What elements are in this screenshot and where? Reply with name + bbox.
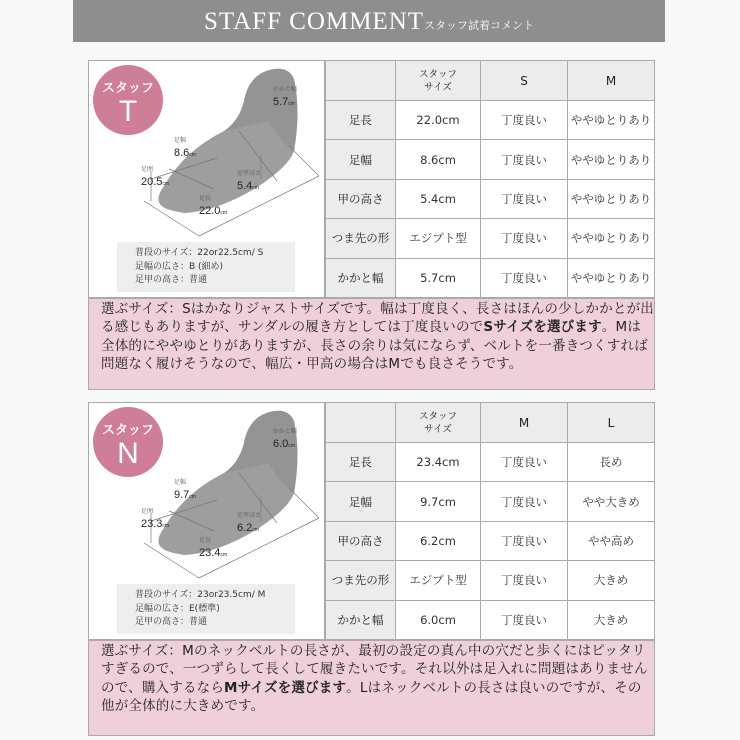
table-cell: エジプト型 [396, 219, 481, 258]
staff-comment-header [73, 0, 665, 42]
foot-width-label: 足幅 8.6cm [174, 138, 196, 159]
foot-length-label: 足長 22.0cm [199, 196, 228, 217]
foot-instep-label: 足甲高さ 6.2cm [237, 513, 262, 534]
table-cell: 足幅 [326, 140, 396, 179]
table-cell: 甲の高さ [326, 179, 396, 218]
table-cell: ややゆとりあり [568, 179, 655, 218]
table-header-cell [326, 61, 396, 101]
staff-comment-box [88, 640, 655, 736]
table-cell: 22.0cm [396, 101, 481, 140]
table-cell: 5.4cm [396, 179, 481, 218]
table-cell: 丁度良い [481, 258, 568, 297]
table-row [326, 219, 655, 258]
table-cell: 甲の高さ [326, 521, 396, 560]
table-cell: 丁度良い [481, 179, 568, 218]
foot-image-panel [88, 402, 325, 640]
table-row [326, 101, 655, 140]
info-line: 足幅の広さ：B (細め) [135, 261, 224, 272]
table-cell: 23.4cm [396, 443, 481, 482]
table-cell: 長め [568, 443, 655, 482]
staff-comment-box [88, 298, 655, 390]
table-cell: エジプト型 [396, 561, 481, 600]
table-cell: 大きめ [568, 561, 655, 600]
table-cell: かかと幅 [326, 600, 396, 639]
table-header-row [326, 403, 655, 443]
table-row [326, 258, 655, 297]
table-header-cell [326, 403, 396, 443]
table-row [326, 443, 655, 482]
comment-text: 。Mは全体的にややゆとりがありますが、長さの余りは気にならず、ベルトを一番きつくすれば問題なく履けそうなので、幅広・甲高の場合はMでも良さそうです。 [101, 319, 648, 373]
foot-width-label: 足幅 9.7cm [174, 480, 196, 501]
table-cell: かかと幅 [326, 258, 396, 297]
table-row [326, 561, 655, 600]
foot-girth-label: 足囲 20.5cm [141, 167, 170, 188]
staff-foot-info [117, 584, 295, 634]
table-cell: 足長 [326, 101, 396, 140]
comment-text: 選ぶサイズ：Sはかなりジャストサイズです。幅は丁度良く、長さはほんの少しかかとが出る感じもありますが、サンダルの履き方としては丁度良いので [101, 301, 654, 336]
info-line: 普段のサイズ：22or22.5cm/ S [135, 248, 264, 258]
table-cell: 丁度良い [481, 600, 568, 639]
foot-heel-label: かかと幅 5.7cm [273, 87, 298, 108]
table-cell: 丁度良い [481, 101, 568, 140]
table-cell: ややゆとりあり [568, 258, 655, 297]
info-line: 足甲の高さ：普通 [135, 617, 208, 627]
table-header-cell: M [568, 61, 655, 101]
table-cell: 5.7cm [396, 258, 481, 297]
table-cell: 丁度良い [481, 561, 568, 600]
foot-girth-label: 足囲 23.3cm [141, 509, 170, 530]
info-line: 足甲の高さ：普通 [135, 275, 208, 285]
table-cell: 9.7cm [396, 482, 481, 521]
table-header-cell: スタッフ サイズ [396, 403, 481, 443]
table-cell: 8.6cm [396, 140, 481, 179]
table-header-cell: M [481, 403, 568, 443]
header-title: STAFF COMMENT [203, 8, 425, 35]
size-fit-table [325, 60, 655, 298]
table-row [326, 600, 655, 639]
table-cell: つま先の形 [326, 219, 396, 258]
table-cell: 丁度良い [481, 140, 568, 179]
table-cell: 丁度良い [481, 521, 568, 560]
table-cell: ややゆとりあり [568, 101, 655, 140]
staff-foot-info [117, 242, 295, 292]
foot-heel-label: かかと幅 6.0cm [273, 429, 298, 450]
table-cell: やや大きめ [568, 482, 655, 521]
staff-badge: スタッフ T [93, 65, 163, 135]
foot-length-label: 足長 23.4cm [199, 538, 228, 559]
table-cell: 大きめ [568, 600, 655, 639]
table-header-row [326, 61, 655, 101]
info-line: 足幅の広さ：E(標準) [135, 603, 220, 614]
table-cell: 6.0cm [396, 600, 481, 639]
table-cell: 丁度良い [481, 443, 568, 482]
table-cell: ややゆとりあり [568, 140, 655, 179]
size-fit-table [325, 402, 655, 640]
table-row [326, 140, 655, 179]
info-line: 普段のサイズ：23or23.5cm/ M [135, 590, 266, 600]
table-cell: 丁度良い [481, 219, 568, 258]
table-cell: 足幅 [326, 482, 396, 521]
staff-badge: スタッフ N [93, 407, 163, 477]
table-row [326, 482, 655, 521]
table-cell: 丁度良い [481, 482, 568, 521]
table-cell: ややゆとりあり [568, 219, 655, 258]
comment-bold: Mサイズを選びます [224, 679, 347, 696]
table-header-cell: S [481, 61, 568, 101]
table-cell: 足長 [326, 443, 396, 482]
foot-image-panel [88, 60, 325, 298]
table-header-cell: L [568, 403, 655, 443]
table-header-cell: スタッフ サイズ [396, 61, 481, 101]
table-cell: 6.2cm [396, 521, 481, 560]
header-subtitle: スタッフ試着コメント [424, 19, 535, 32]
comment-bold: Sサイズを選びます [483, 319, 602, 336]
table-cell: やや高め [568, 521, 655, 560]
table-cell: つま先の形 [326, 561, 396, 600]
comment-text: 選ぶサイズ：Mのネックベルトの長さが、最初の設定の真ん中の穴だと歩くにはピッタリすぎるので、一つずらして長くして履きたいです。それ以外は足入れに問題はありませんので、購入するなら [101, 643, 648, 696]
table-row [326, 179, 655, 218]
foot-instep-label: 足甲高さ 5.4cm [237, 171, 262, 192]
comment-text: 。Lはネックベルトの長さは良いのですが、その他が全体的に大きめです。 [101, 679, 642, 715]
table-row [326, 521, 655, 560]
